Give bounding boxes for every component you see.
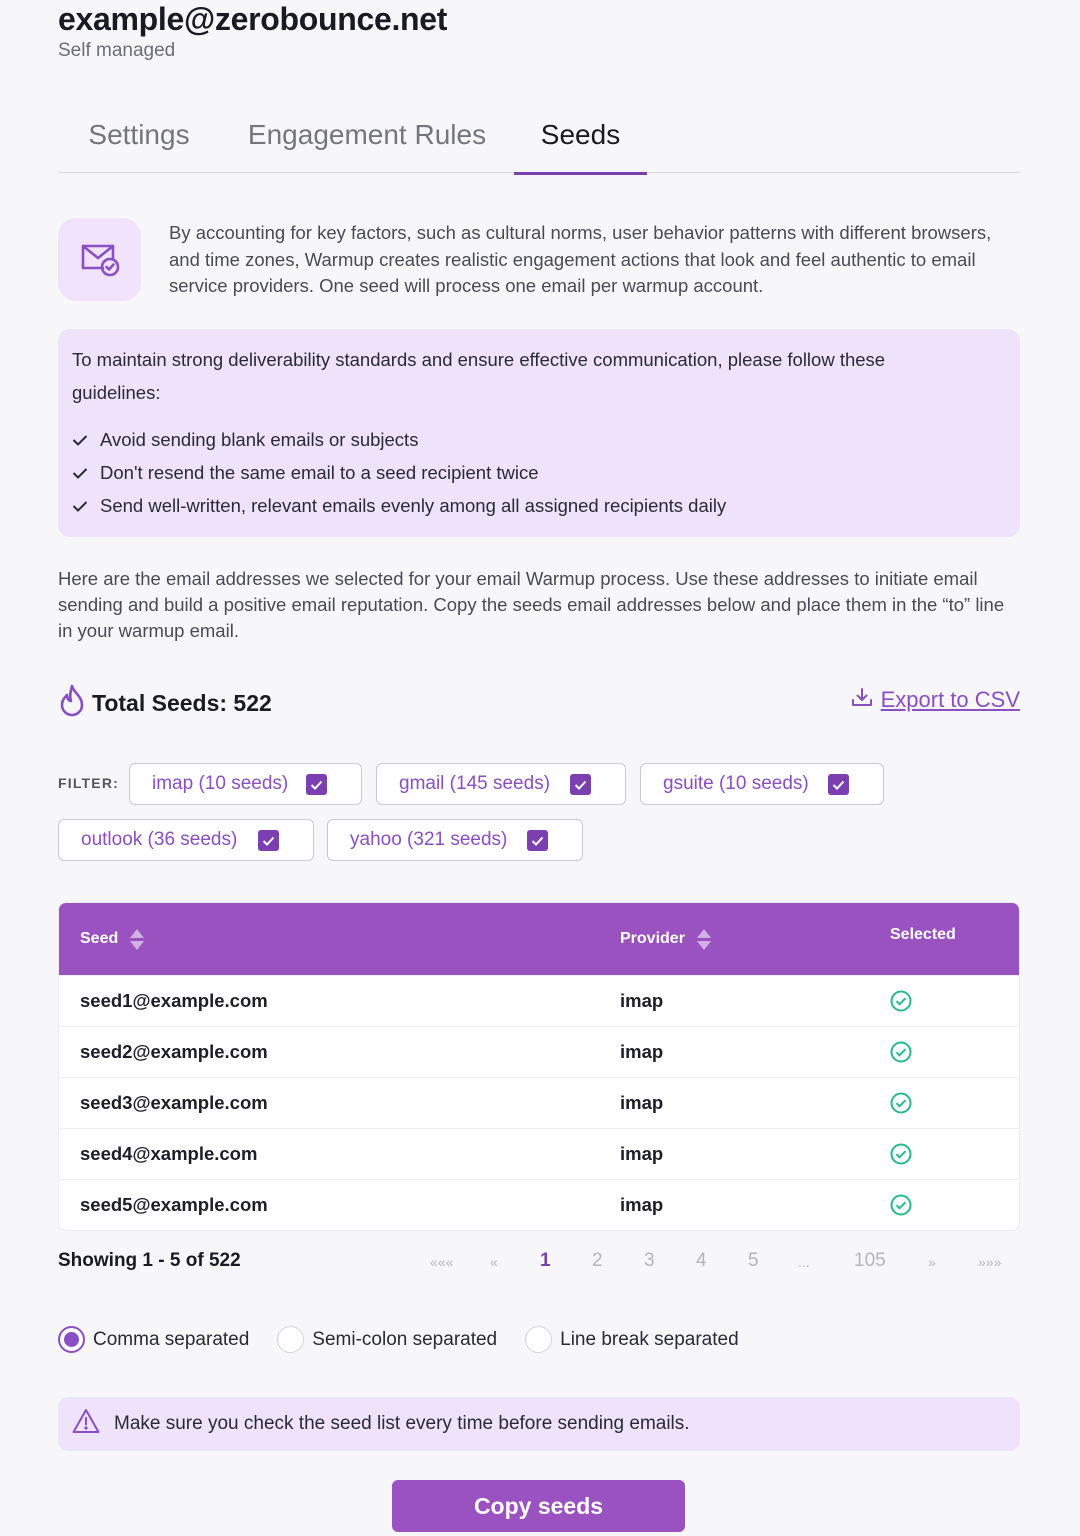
check-circle-icon[interactable] (890, 1129, 912, 1179)
provider: imap (620, 1143, 664, 1164)
total-seeds-label: Total Seeds: 522 (92, 690, 272, 716)
tab-settings[interactable]: Settings (88, 119, 190, 150)
column-header-provider[interactable] (620, 903, 711, 975)
seed-email: seed4@xample.com (80, 1143, 258, 1164)
separator-options (58, 1326, 767, 1353)
next-page-button[interactable]: » (928, 1254, 936, 1270)
guideline-text: Don't resend the same email to a seed recipient twice (100, 462, 539, 483)
export-label: Export to CSV (880, 687, 1020, 712)
check-icon (72, 467, 100, 479)
table-row[interactable] (59, 1128, 1019, 1179)
radio-semicolon-separated[interactable] (277, 1326, 497, 1353)
checkbox-checked-icon[interactable] (570, 774, 591, 795)
guidelines-list (72, 423, 1006, 522)
radio-unselected-icon[interactable] (277, 1326, 304, 1353)
pagination (418, 1250, 1020, 1276)
checkbox-checked-icon[interactable] (306, 774, 327, 795)
check-circle-icon[interactable] (890, 1027, 912, 1077)
page-4-button[interactable]: 4 (696, 1250, 707, 1271)
warning-text: Make sure you check the seed list every time before sending emails. (114, 1413, 690, 1434)
checkbox-checked-icon[interactable] (258, 830, 279, 851)
seed-email: seed5@example.com (80, 1194, 268, 1215)
tab-seeds[interactable]: Seeds (514, 98, 647, 173)
guidelines-box (58, 329, 1020, 537)
page-3-button[interactable]: 3 (644, 1250, 655, 1271)
column-header-seed[interactable] (80, 903, 144, 975)
radio-line-break-separated[interactable] (525, 1326, 739, 1353)
account-type: Self managed (58, 40, 176, 61)
column-label: Provider (620, 930, 685, 947)
filter-chip-yahoo[interactable] (327, 819, 583, 861)
page-ellipsis: ... (798, 1254, 810, 1270)
radio-label: Line break separated (560, 1328, 739, 1350)
seeds-table (58, 902, 1020, 1231)
radio-label: Comma separated (93, 1328, 250, 1350)
radio-selected-icon[interactable] (58, 1326, 85, 1353)
table-row[interactable] (59, 1179, 1019, 1230)
first-page-button[interactable]: ««« (430, 1254, 454, 1270)
chip-label: imap (10 seeds) (152, 773, 289, 794)
sort-icon[interactable] (130, 929, 144, 950)
filter-chip-gsuite[interactable] (640, 763, 884, 805)
last-page-button[interactable]: »»» (978, 1254, 1002, 1270)
download-icon (851, 686, 881, 714)
intro-text: By accounting for key factors, such as cultural norms, user behavior patterns with different browsers, and time zones, Warmup creates realistic engagement actions that look and feel authentic to email service providers. One seed will process one email per warmup account. (169, 222, 992, 296)
table-row[interactable] (59, 1077, 1019, 1128)
seed-email: seed1@example.com (80, 990, 268, 1011)
page-1-button[interactable]: 1 (540, 1250, 551, 1271)
check-circle-icon[interactable] (890, 1180, 912, 1230)
total-seeds (58, 684, 272, 723)
warning-banner (58, 1397, 1020, 1451)
page-105-button[interactable]: 105 (854, 1250, 886, 1271)
column-label: Selected (890, 926, 956, 943)
column-label: Seed (80, 930, 119, 947)
warning-triangle-icon (72, 1408, 114, 1440)
seed-email: seed2@example.com (80, 1041, 268, 1062)
copy-seeds-button[interactable]: Copy seeds (392, 1480, 685, 1532)
sort-icon[interactable] (697, 929, 711, 950)
page-5-button[interactable]: 5 (748, 1250, 759, 1271)
flame-icon (58, 684, 86, 723)
page-2-button[interactable]: 2 (592, 1250, 603, 1271)
prev-page-button[interactable]: « (490, 1254, 498, 1270)
chip-label: gmail (145 seeds) (399, 773, 551, 794)
tab-bar (58, 98, 1020, 173)
check-icon (72, 500, 100, 512)
provider: imap (620, 1041, 664, 1062)
table-row[interactable] (59, 975, 1019, 1026)
filter-chip-gmail[interactable] (376, 763, 626, 805)
filter-label: FILTER: (58, 775, 120, 791)
provider: imap (620, 990, 664, 1011)
guideline-text: Avoid sending blank emails or subjects (100, 429, 419, 450)
checkbox-checked-icon[interactable] (527, 830, 548, 851)
account-email: example@zerobounce.net (58, 1, 448, 37)
check-circle-icon[interactable] (890, 976, 912, 1026)
chip-label: gsuite (10 seeds) (663, 773, 809, 794)
showing-count: Showing 1 - 5 of 522 (58, 1250, 241, 1271)
checkbox-checked-icon[interactable] (828, 774, 849, 795)
filter-chip-imap[interactable] (129, 763, 362, 805)
table-row[interactable] (59, 1026, 1019, 1077)
list-item (72, 423, 1006, 456)
mail-check-icon (58, 218, 141, 301)
table-header (59, 903, 1019, 975)
list-item (72, 456, 1006, 489)
column-header-selected (890, 902, 956, 971)
seed-description: Here are the email addresses we selected for your email Warmup process. Use these addresses to initiate email sending and build a positive email reputation. Copy the seeds email addresses below and place them in the “to” line in your warmup email. (58, 568, 1005, 641)
check-icon (72, 434, 100, 446)
radio-label: Semi-colon separated (312, 1328, 498, 1350)
radio-unselected-icon[interactable] (525, 1326, 552, 1353)
guideline-text: Send well-written, relevant emails evenly among all assigned recipients daily (100, 495, 727, 516)
radio-comma-separated[interactable] (58, 1326, 249, 1353)
list-item (72, 489, 1006, 522)
chip-label: yahoo (321 seeds) (350, 829, 508, 850)
seed-email: seed3@example.com (80, 1092, 268, 1113)
tab-engagement-rules[interactable]: Engagement Rules (247, 119, 487, 150)
export-csv-link[interactable] (851, 686, 1020, 714)
provider: imap (620, 1194, 664, 1215)
provider: imap (620, 1092, 664, 1113)
filter-chip-outlook[interactable] (58, 819, 314, 861)
check-circle-icon[interactable] (890, 1078, 912, 1128)
guidelines-intro: To maintain strong deliverability standards and ensure effective communication, please follow these guidelines: (72, 349, 886, 403)
chip-label: outlook (36 seeds) (81, 829, 238, 850)
